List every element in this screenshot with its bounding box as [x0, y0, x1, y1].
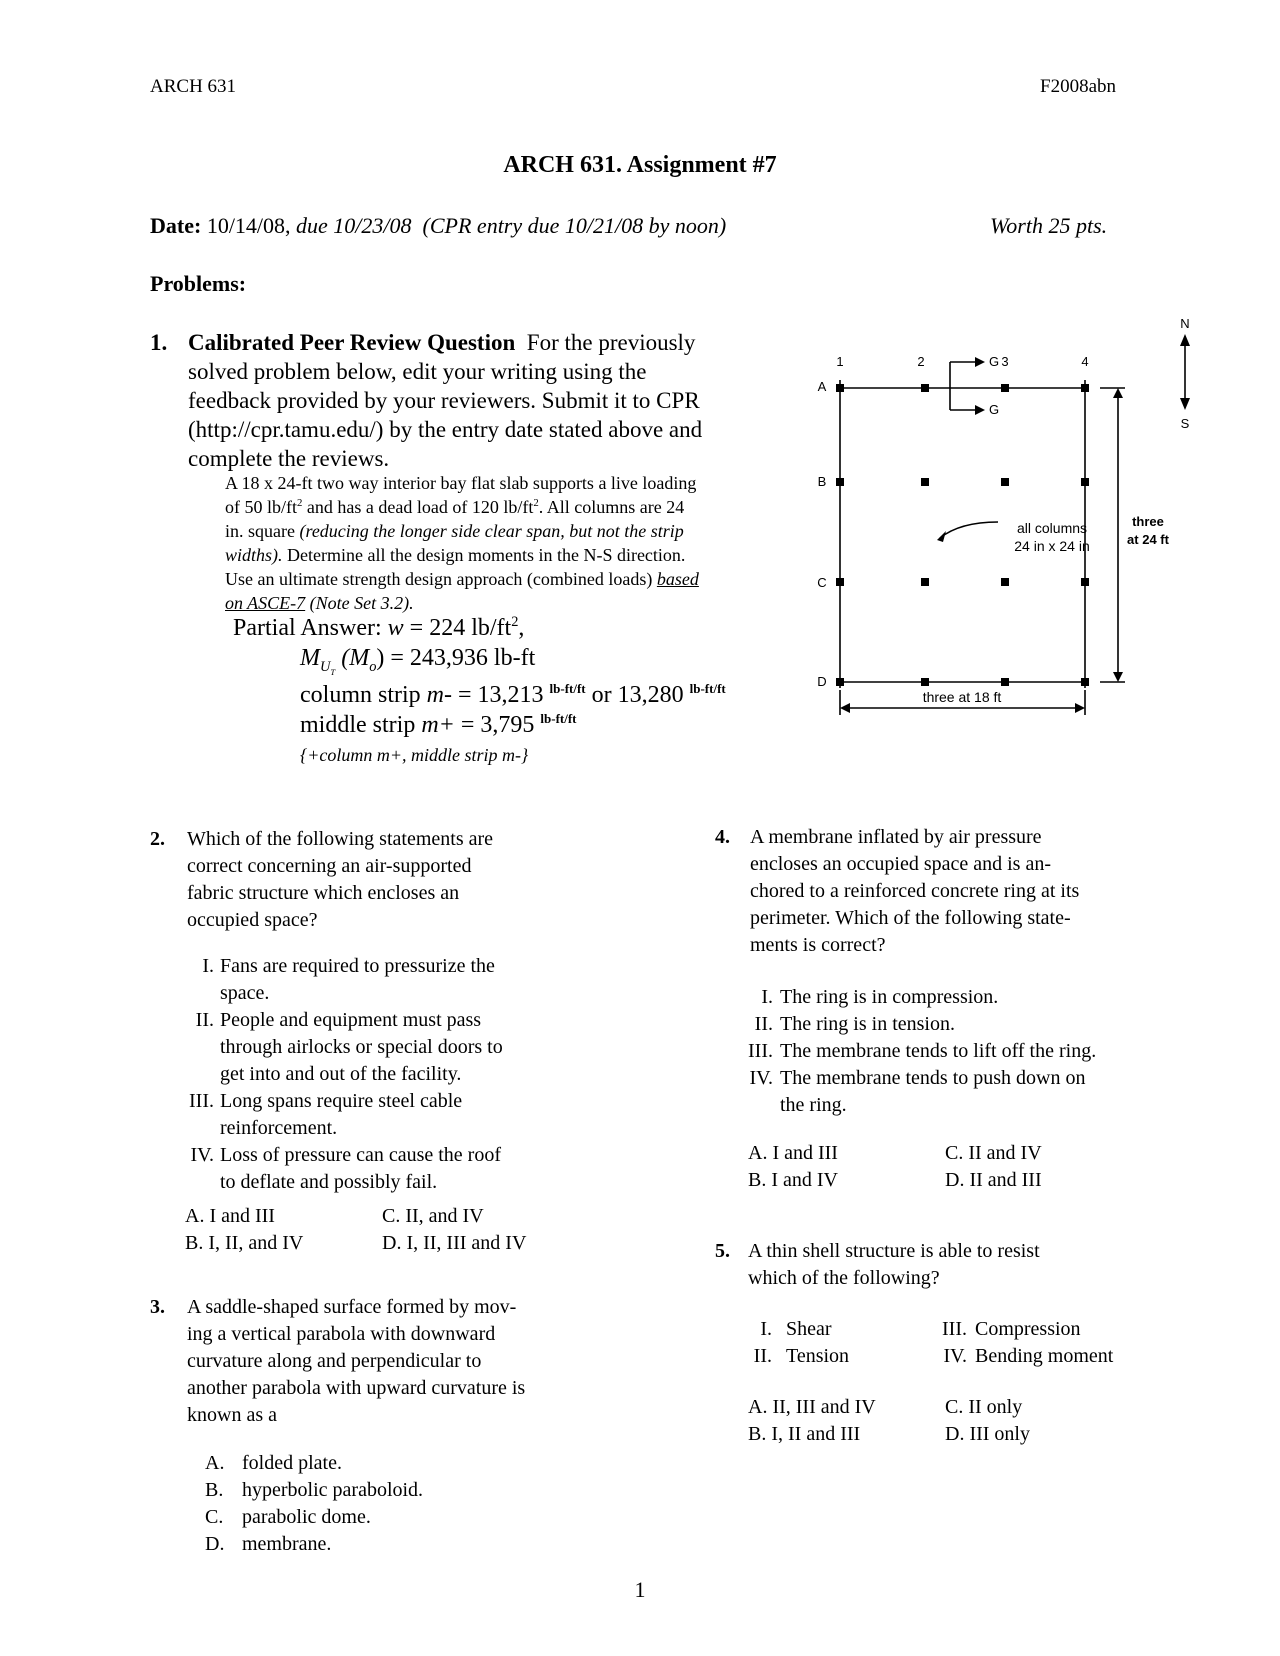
column: [921, 578, 929, 586]
south-label: S: [1180, 416, 1190, 431]
answer-text: = 224 lb/ft: [403, 615, 512, 641]
answer-text: Partial Answer:: [233, 615, 388, 641]
q5-item-text: Compression: [975, 1318, 1081, 1340]
north-arrowhead: [1180, 334, 1190, 346]
column: [836, 578, 844, 586]
note-line2: 24 in x 24 in: [1014, 538, 1090, 554]
q4-choice-d: D. II and III: [945, 1169, 1042, 1191]
north-label: N: [1180, 316, 1190, 331]
q2-item: [170, 1007, 590, 1088]
q5-item-number: IV.: [943, 1345, 967, 1367]
answer-text: column strip: [300, 682, 427, 708]
q5-stem: [748, 1238, 1168, 1292]
p1-sub-text: . All columns are 24: [538, 497, 685, 517]
row-label-a: A: [817, 379, 827, 394]
q5-item-number: III.: [942, 1318, 967, 1340]
date-value: 10/14/08,: [206, 213, 291, 238]
q5-choice-d: D. III only: [945, 1423, 1030, 1445]
answer-text: m-: [426, 682, 452, 708]
q5-line: A thin shell structure is able to resist: [748, 1240, 1040, 1262]
page-title: ARCH 631. Assignment #7: [503, 152, 777, 178]
problems-heading: Problems:: [150, 271, 247, 296]
q3-choice-text: hyperbolic paraboloid.: [242, 1479, 424, 1501]
q5-item-number: II.: [753, 1345, 772, 1367]
p1-sub-text: widths).: [225, 545, 283, 565]
q3-choice-text: membrane.: [242, 1533, 332, 1555]
q3-stem: [187, 1294, 607, 1429]
note-leader: [940, 522, 998, 538]
answer-text: lb-ft/ft: [540, 711, 577, 726]
q2-line: fabric structure which encloses an: [187, 882, 460, 904]
q3-line: another parabola with upward curvature is: [187, 1377, 526, 1399]
column: [921, 478, 929, 486]
p1-line: For the previously: [526, 330, 696, 355]
q2-stem: [187, 826, 587, 934]
q4-item: [735, 1011, 1185, 1038]
col-label-2: 2: [917, 354, 925, 369]
q2-item: [170, 1142, 590, 1196]
q3-line: curvature along and perpendicular to: [187, 1350, 482, 1372]
q2-line: Which of the following statements are: [187, 828, 494, 850]
q4-item-line: The ring is in tension.: [780, 1013, 955, 1035]
partial-answer-note: {+column m+, middle strip m-}: [300, 745, 529, 765]
p1-line: solved problem below, edit your writing using the: [188, 359, 647, 384]
answer-text: ) = 243,936 lb-ft: [376, 645, 536, 671]
answer-text: o: [369, 658, 377, 675]
p1-number: 1.: [150, 330, 168, 355]
due-date: due 10/23/08: [296, 213, 412, 238]
p1-sub-text: in. square: [225, 521, 300, 541]
cpr-due: (CPR entry due 10/21/08 by noon): [422, 213, 727, 238]
answer-text: middle strip: [300, 712, 422, 738]
section-arrowhead-top: [975, 357, 985, 367]
date-line: [150, 213, 726, 239]
note-line1: all columns: [1016, 520, 1088, 536]
q5-choice-a: A. II, III and IV: [748, 1396, 876, 1418]
q2-item: [170, 1088, 590, 1142]
q4-choice-a: A. I and III: [748, 1142, 838, 1164]
answer-text: M: [300, 645, 320, 671]
q5-item-number: I.: [760, 1318, 772, 1340]
q5-choice-b: B. I, II and III: [748, 1423, 861, 1445]
q3-choice: [205, 1531, 423, 1558]
column: [1081, 478, 1089, 486]
slab-plan-diagram: [800, 310, 1210, 730]
p1-sub-text: Determine all the design moments in the N-S direction.: [282, 545, 686, 565]
column: [1081, 578, 1089, 586]
q4-item: [735, 1038, 1185, 1065]
q2-item-line: through airlocks or special doors to: [220, 1036, 503, 1058]
q4-item-number: I.: [761, 986, 773, 1008]
q5-line: which of the following?: [748, 1267, 940, 1289]
p1-sub-text: on ASCE-7: [225, 593, 306, 613]
q2-line: occupied space?: [187, 909, 318, 931]
q5-item-text: Tension: [786, 1345, 850, 1367]
answer-text: U: [320, 658, 331, 675]
q3-line: ing a vertical parabola with downward: [187, 1323, 496, 1345]
q4-item-number: IV.: [749, 1067, 773, 1089]
q3-choice-text: parabolic dome.: [242, 1506, 371, 1528]
p1-sub-text: (reducing the longer side clear span, but not the strip: [299, 521, 684, 541]
q5-row: [752, 1343, 1172, 1370]
q3-line: known as a: [187, 1404, 277, 1426]
answer-text: lb-ft/ft: [549, 681, 586, 696]
worth-points: Worth 25 pts.: [990, 213, 1108, 238]
q4-stem: [750, 824, 1170, 959]
q5-item-text: Shear: [786, 1318, 832, 1340]
q2-choice-b: B. I, II, and IV: [185, 1232, 304, 1254]
q4-line: A membrane inflated by air pressure: [750, 826, 1042, 848]
p1-line: (http://cpr.tamu.edu/) by the entry date stated above and: [188, 417, 703, 442]
answer-text: or 13,280: [585, 682, 684, 708]
p1-problem-statement: A 18 x 24-ft two way interior bay flat slab supports a live loading of 50 $lb/ft^2$ and has a dead load of 120 $lb/ft^2$. All columns are 24 in. square (reducing the longer side clear span, but not the strip widths). Determine all the design moments in the N-S direction. Use an ultimate strength design approach (combined loads) based on ASCE-7 (Note Set 3.2).: [225, 471, 785, 615]
row-label-b: B: [817, 474, 827, 489]
p1-sub-text: of 50 lb/ft: [225, 497, 297, 517]
q2-item-line: space.: [220, 982, 270, 1004]
p1-line: complete the reviews.: [188, 446, 390, 471]
page-number: 1: [634, 1577, 646, 1602]
p1-text: [188, 328, 768, 473]
date-label: Date:: [150, 213, 202, 238]
answer-text: m+: [421, 712, 455, 738]
section-arrowhead-bottom: [975, 405, 985, 415]
q2-statements: [170, 953, 590, 1196]
header-course: ARCH 631: [150, 76, 237, 97]
col-label-1: 1: [836, 354, 844, 369]
header-code: F2008abn: [1040, 76, 1116, 97]
q2-choice-a: A. I and III: [185, 1205, 275, 1227]
q4-item: [735, 1065, 1185, 1119]
partial-answer-line4: [300, 712, 577, 739]
partial-answer-line2: [300, 645, 536, 677]
answer-text: = 13,213: [451, 682, 544, 708]
answer-text: ,: [518, 615, 525, 641]
column: [1001, 678, 1009, 686]
q4-line: perimeter. Which of the following state-: [750, 907, 1071, 929]
q2-item-line: Loss of pressure can cause the roof: [220, 1144, 502, 1166]
section-label-top: G: [988, 354, 1000, 369]
q3-choice-letter: C.: [205, 1506, 224, 1528]
q4-line: chored to a reinforced concrete ring at its: [750, 880, 1080, 902]
q2-item-line: to deflate and possibly fail.: [220, 1171, 438, 1193]
q3-choice-letter: A.: [205, 1452, 225, 1474]
p1-line: feedback provided by your reviewers. Submit it to CPR: [188, 388, 700, 413]
q4-item-number: III.: [748, 1040, 773, 1062]
q3-number: 3.: [150, 1296, 165, 1318]
q5-item-text: Bending moment: [975, 1345, 1114, 1367]
q4-item: [735, 984, 1185, 1011]
q3-choice-text: folded plate.: [242, 1452, 342, 1474]
q3-choice-letter: B.: [205, 1479, 224, 1501]
q2-item-line: Fans are required to pressurize the: [220, 955, 495, 977]
q2-item-line: get into and out of the facility.: [220, 1063, 462, 1085]
q2-choice-c: C. II, and IV: [382, 1205, 484, 1227]
span-y-label2: at 24 ft: [1127, 532, 1169, 547]
q3-choice-letter: D.: [205, 1533, 225, 1555]
q4-choice-b: B. I and IV: [748, 1169, 838, 1191]
column: [1001, 478, 1009, 486]
q4-line: ments is correct?: [750, 934, 886, 956]
q2-line: correct concerning an air-supported: [187, 855, 472, 877]
col-label-3: 3: [1001, 354, 1009, 369]
q5-choice-c: C. II only: [945, 1396, 1023, 1418]
q4-item-line: The ring is in compression.: [780, 986, 999, 1008]
q4-choice-c: C. II and IV: [945, 1142, 1042, 1164]
q3-line: A saddle-shaped surface formed by mov-: [187, 1296, 517, 1318]
column: [1081, 384, 1089, 392]
q5-statements: [752, 1316, 1172, 1370]
column: [1001, 384, 1009, 392]
south-arrowhead: [1180, 398, 1190, 410]
q5-row: [752, 1316, 1172, 1343]
p1-sub-text: and has a dead load of 120 lb/ft: [302, 497, 534, 517]
p1-sub-text: (Note Set 3.2).: [305, 593, 414, 613]
p1-sub-line: A 18 x 24-ft two way interior bay flat slab supports a live loading: [225, 473, 697, 493]
row-label-c: C: [817, 575, 827, 590]
p1-sub-text: based: [656, 569, 699, 589]
q4-item-line: The membrane tends to push down on: [780, 1067, 1086, 1089]
section-label-bottom: G: [988, 402, 1000, 417]
q2-item: [170, 953, 590, 1007]
q2-item-number: II.: [195, 1009, 214, 1031]
col-label-4: 4: [1081, 354, 1089, 369]
column: [1081, 678, 1089, 686]
column: [836, 678, 844, 686]
answer-text: lb-ft/ft: [689, 681, 726, 696]
q4-line: encloses an occupied space and is an-: [750, 853, 1051, 875]
answer-text: = 3,795: [454, 712, 535, 738]
q2-choice-d: D. I, II, III and IV: [382, 1232, 527, 1254]
q4-item-line: The membrane tends to lift off the ring.: [780, 1040, 1097, 1062]
answer-text: (M: [341, 645, 370, 671]
span-y-label1: three: [1132, 514, 1164, 529]
q2-number: 2.: [150, 828, 165, 850]
q2-item-line: Long spans require steel cable: [220, 1090, 463, 1112]
column: [836, 478, 844, 486]
q5-number: 5.: [715, 1240, 730, 1262]
q4-number: 4.: [715, 826, 730, 848]
column: [921, 384, 929, 392]
partial-answer-line1: Partial Answer: w = 224 $lb/ft^2$,: [233, 614, 525, 641]
p1-sub-text: Use an ultimate strength design approach (combined loads): [225, 569, 657, 589]
leader-arrowhead: [937, 531, 946, 542]
q2-item-line: People and equipment must pass: [220, 1009, 482, 1031]
row-label-d: D: [817, 674, 827, 689]
answer-text: T: [330, 666, 336, 677]
q3-choice: [205, 1477, 423, 1504]
p1-heading: Calibrated Peer Review Question: [188, 330, 516, 355]
q3-choice: [205, 1450, 423, 1477]
partial-answer-line3: [300, 682, 726, 709]
q2-item-number: IV.: [190, 1144, 214, 1166]
q2-item-number: III.: [189, 1090, 214, 1112]
q4-item-number: II.: [754, 1013, 773, 1035]
q4-item-line: the ring.: [780, 1094, 847, 1116]
q2-item-number: I.: [202, 955, 214, 977]
q3-choice: [205, 1504, 423, 1531]
column: [1001, 578, 1009, 586]
answer-text: w: [387, 615, 404, 641]
span-x-label: three at 18 ft: [922, 689, 1002, 705]
q2-item-line: reinforcement.: [220, 1117, 338, 1139]
q3-choices: [205, 1450, 423, 1558]
column: [836, 384, 844, 392]
q4-statements: [735, 984, 1185, 1119]
column: [921, 678, 929, 686]
